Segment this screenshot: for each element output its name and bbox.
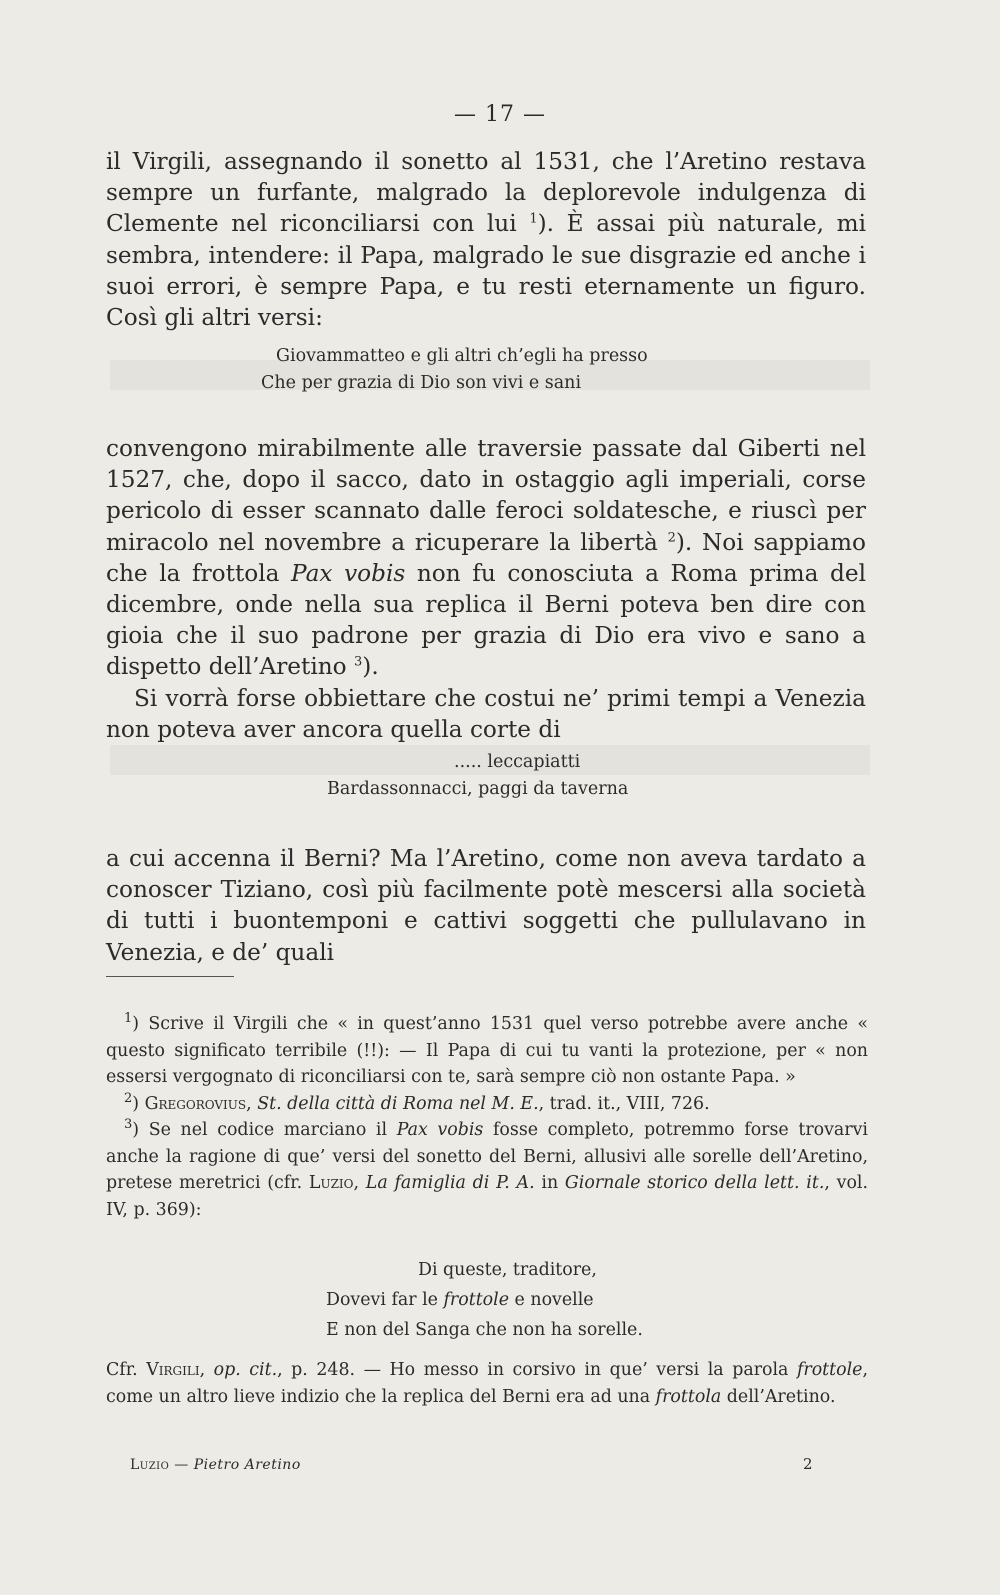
footnote-2: $^2$) Gregorovius, St. della città di Roma nel M. E., trad. it., VIII, 726.: [124, 1090, 710, 1114]
text-run: Dovevi far le: [326, 1290, 444, 1310]
footnote-text: ) Scrive il Virgili che « in quest’anno 1531 quel verso potrebbe avere anche « questo significato terribile (!!): — Il Papa di cui tu vanti la protezione, per « non essersi vergognato di riconciliarsi con te, sarà sempre ciò non ostante Papa. »: [106, 1014, 868, 1087]
verse-line: Giovammatteo e gli altri ch’egli ha presso: [276, 346, 648, 366]
signature-author: Luzio: [130, 1457, 170, 1473]
body-paragraph-4: [106, 843, 866, 968]
footnote-text: Cfr. Virgili, op. cit., p. 248. — Ho messo in corsivo in que’ versi la parola frottole, come un altro lieve indizio che la replica del Berni era ad una frottola dell’Aretino.: [106, 1360, 869, 1407]
footnote-3-continuation: [106, 1357, 868, 1410]
text-run: , come un altro lieve indizio che la replica del Berni era ad una: [106, 1360, 869, 1407]
work-title: op. cit.: [213, 1360, 278, 1380]
text-run: il Virgili, assegnando il sonetto al 1531, che l’Aretino restava sempre un furfante, malgrado la deplorevole indulgenza di Clemente nel riconciliarsi con lui: [106, 148, 866, 238]
body-paragraph-3: Si vorrà forse obbiettare che costui ne’ primi tempi a Venezia non poteva aver ancora quella corte di: [106, 684, 866, 743]
footnote-text: , trad. it., VIII, 726.: [538, 1093, 710, 1114]
verse-line: [326, 1285, 594, 1315]
signature-separator: —: [174, 1457, 189, 1473]
text-run: Cfr.: [106, 1360, 138, 1380]
work-title: Pax vobis: [396, 1120, 484, 1140]
footnote-divider: [106, 976, 234, 977]
text-run: ). Noi sappiamo che la frottola: [106, 528, 867, 587]
footnote-text: ) Se nel codice marciano il: [132, 1120, 388, 1140]
text-run: dell’Aretino.: [726, 1386, 836, 1407]
footnote-ref-2: 2: [667, 529, 676, 545]
footnote-mark: 2: [124, 1090, 133, 1106]
footnote-text: fosse completo, potremmo forse trovarvi anche la ragione di que’ versi del sonetto del Berni, allusivi alle sorelle dell’Aretino, pretese meretrici (cfr.: [106, 1120, 868, 1193]
work-title: St. della città di Roma nel M. E.: [257, 1093, 539, 1114]
verse-line: Bardassonnacci, paggi da taverna: [327, 779, 629, 799]
footnote-ref-3: 3: [354, 654, 363, 670]
page-number: — 17 —: [454, 102, 546, 127]
footnotes: [106, 1011, 868, 1223]
verse-line: Di queste, traditore,: [418, 1260, 597, 1280]
footnote-3: $^3$) Se nel codice marciano il Pax vobis fosse completo, potremmo forse trovarvi anche la ragione di que’ versi del sonetto del Berni, allusivi alle sorelle dell’Aretino, pretese meretrici (cfr. Luzio, La famiglia di P. A. in Giornale storico della lett. it., vol. IV, p. 369):: [106, 1117, 869, 1220]
footnote-mark: 3: [124, 1117, 133, 1133]
text-run: ). È assai più naturale, mi sembra, intendere: il Papa, malgrado le sue disgrazie ed anche i suoi errori, è sempre Papa, e tu resti eternamente un figuro. Così gli altri versi:: [106, 210, 866, 332]
text-run: a cui accenna il Berni? Ma l’Aretino, come non aveva tardato a conoscer Tiziano, così più facilmente potè mescersi alla società di tutti i buontemponi e cattivi soggetti che pullulavano in Venezia, e de’ quali: [106, 845, 866, 966]
verse-line: Che per grazia di Dio son vivi e sani: [261, 373, 582, 393]
work-title: Giornale storico della lett. it.: [564, 1173, 825, 1193]
footnote-text: in: [541, 1173, 559, 1193]
body-paragraph-1: [106, 146, 866, 333]
text-run: non fu conosciuta a Roma prima del dicembre, onde nella sua replica il Berni poteva ben dire con gioia che il suo padrone per grazia di Dio era vivo e sano a dispetto dell’Aretino: [106, 559, 866, 681]
author-name: Gregorovius: [144, 1093, 247, 1114]
body-paragraph-2: [106, 433, 866, 745]
italic-word: frottole: [796, 1360, 863, 1380]
text-run: e novelle: [509, 1290, 594, 1310]
author-name: Virgili: [146, 1360, 200, 1380]
text-run: convengono mirabilmente alle traversie passate dal Giberti nel 1527, che, dopo il sacco, dato in ostaggio agli imperiali, corse pericolo di esser scannato dalle feroci soldatesche, e riuscì per miracolo nel novembre a ricuperare la libertà: [106, 435, 866, 556]
text-run: ).: [362, 653, 379, 681]
footnote-1: [106, 1011, 868, 1091]
italic-word: frottole: [443, 1290, 510, 1310]
footnote-ref-1: 1: [529, 211, 538, 227]
signature-line: [130, 1457, 301, 1473]
verse-line: ..... leccapiatti: [454, 752, 581, 772]
footnote-mark: 1: [124, 1011, 133, 1027]
verse-line: E non del Sanga che non ha sorelle.: [326, 1320, 643, 1340]
text-run: , p. 248. — Ho messo in corsivo in que’ versi la parola: [277, 1360, 789, 1380]
italic-word: frottola: [655, 1386, 722, 1407]
work-title: La famiglia di P. A.: [365, 1173, 535, 1193]
signature-number: 2: [803, 1455, 813, 1473]
footnote-text: , vol. IV, p. 369):: [106, 1173, 869, 1220]
signature-work: Pietro Aretino: [193, 1457, 301, 1473]
work-title: Pax vobis: [291, 559, 406, 587]
author-name: Luzio: [308, 1173, 354, 1193]
